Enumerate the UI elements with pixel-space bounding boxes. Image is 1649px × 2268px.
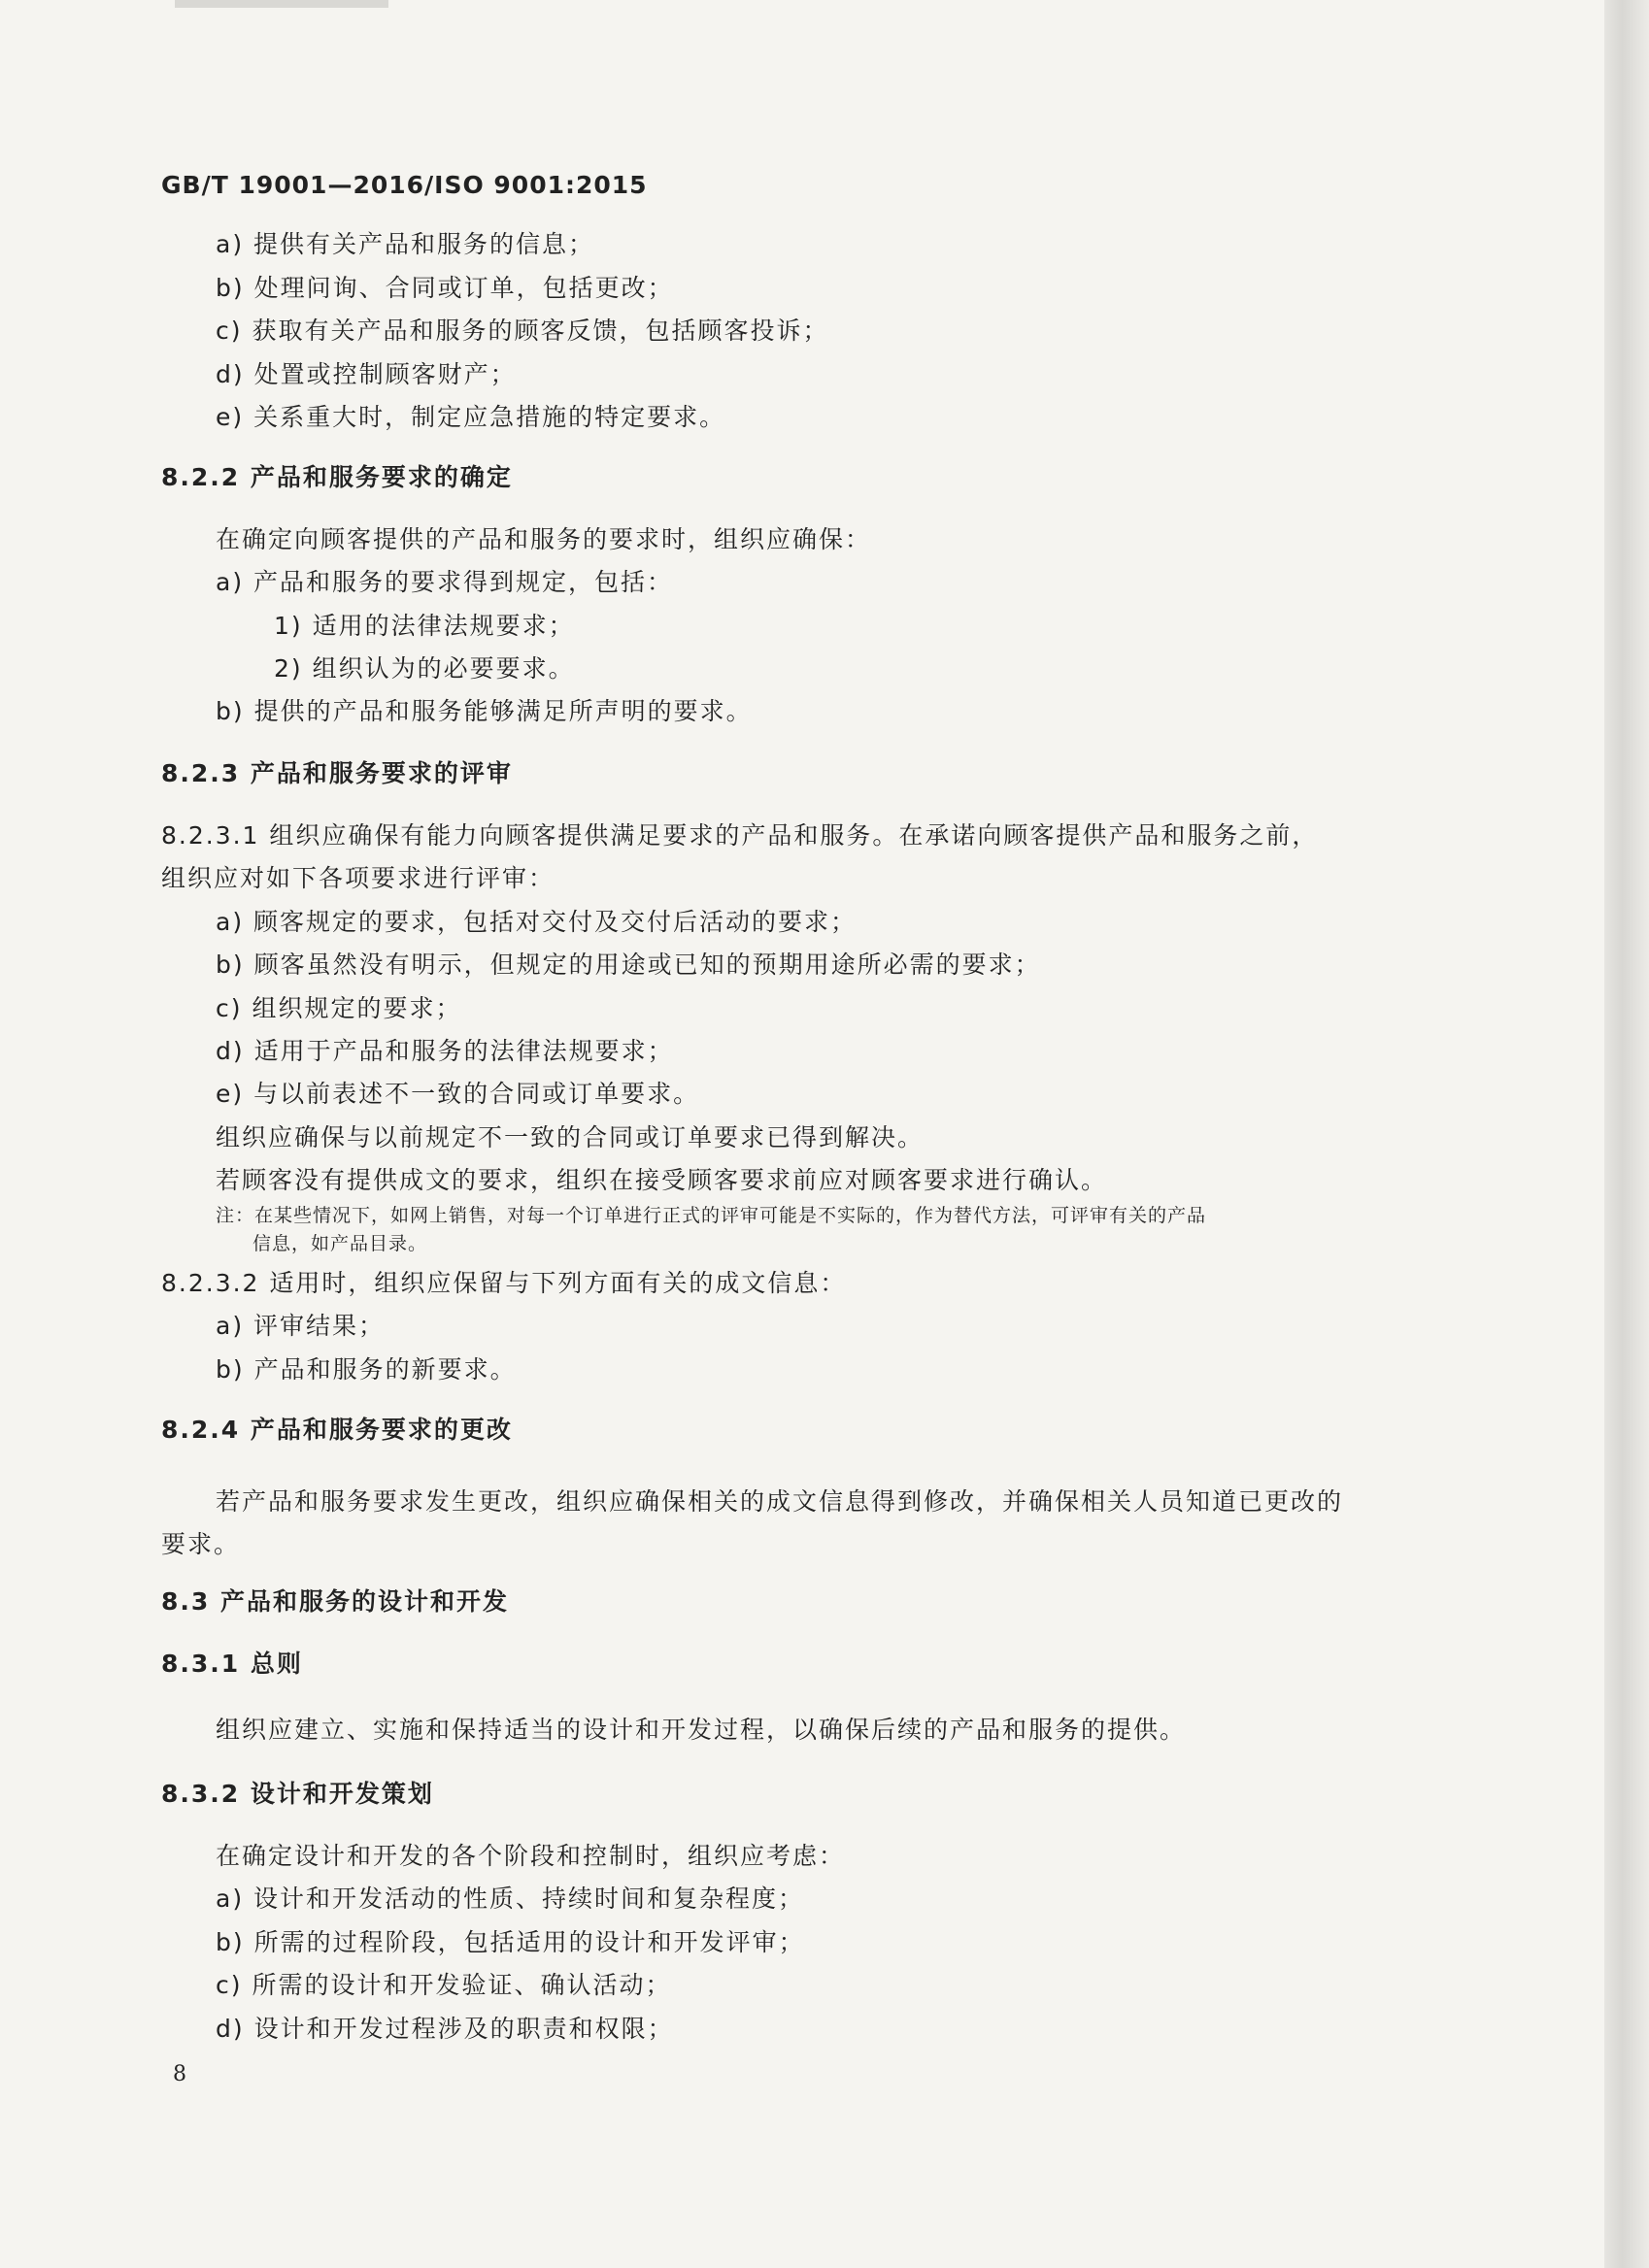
scan-mark — [175, 0, 388, 8]
text-line: 8.2.3.1 组织应确保有能力向顾客提供满足要求的产品和服务。在承诺向顾客提供产品和服务之前， — [161, 821, 1319, 850]
page-edge-shadow — [1604, 0, 1649, 2268]
text-line: a) 产品和服务的要求得到规定，包括： — [216, 568, 674, 596]
text-line: 要求。 — [161, 1530, 241, 1558]
note-line: 信息，如产品目录。 — [252, 1233, 428, 1254]
text-line: b) 产品和服务的新要求。 — [216, 1355, 517, 1384]
text-line: c) 获取有关产品和服务的顾客反馈，包括顾客投诉； — [216, 317, 829, 345]
text-line: 组织应确保与以前规定不一致的合同或订单要求已得到解决。 — [216, 1123, 925, 1151]
text-line: 组织应对如下各项要求进行评审： — [161, 864, 555, 892]
text-line: 在确定设计和开发的各个阶段和控制时，组织应考虑： — [216, 1842, 846, 1870]
text-line: a) 设计和开发活动的性质、持续时间和复杂程度； — [216, 1884, 805, 1913]
section-heading: 8.2.4 产品和服务要求的更改 — [161, 1416, 513, 1444]
text-line: 在确定向顾客提供的产品和服务的要求时，组织应确保： — [216, 525, 872, 553]
section-heading: 8.2.2 产品和服务要求的确定 — [161, 463, 513, 491]
text-line: e) 关系重大时，制定应急措施的特定要求。 — [216, 403, 726, 431]
text-line: 若产品和服务要求发生更改，组织应确保相关的成文信息得到修改，并确保相关人员知道已更改的 — [216, 1487, 1344, 1516]
text-line: d) 设计和开发过程涉及的职责和权限； — [216, 2015, 674, 2043]
document-header: GB/T 19001—2016/ISO 9001:2015 — [161, 171, 648, 199]
text-line: c) 组织规定的要求； — [216, 994, 462, 1022]
text-line: b) 所需的过程阶段，包括适用的设计和开发评审； — [216, 1928, 805, 1956]
text-line: c) 所需的设计和开发验证、确认活动； — [216, 1971, 672, 1999]
text-line: a) 顾客规定的要求，包括对交付及交付后活动的要求； — [216, 908, 858, 936]
text-line: 1) 适用的法律法规要求； — [274, 612, 575, 640]
text-line: b) 处理问询、合同或订单，包括更改； — [216, 274, 674, 302]
text-line: e) 与以前表述不一致的合同或订单要求。 — [216, 1080, 700, 1108]
section-heading: 8.3.2 设计和开发策划 — [161, 1780, 434, 1808]
text-line: 8.2.3.2 适用时，组织应保留与下列方面有关的成文信息： — [161, 1269, 847, 1297]
text-line: b) 顾客虽然没有明示，但规定的用途或已知的预期用途所必需的要求； — [216, 951, 1041, 979]
text-line: a) 评审结果； — [216, 1312, 386, 1340]
text-line: a) 提供有关产品和服务的信息； — [216, 230, 595, 258]
section-heading: 8.3 产品和服务的设计和开发 — [161, 1587, 509, 1616]
text-line: d) 处置或控制顾客财产； — [216, 360, 517, 388]
text-line: 2) 组织认为的必要要求。 — [274, 654, 575, 683]
text-line: b) 提供的产品和服务能够满足所声明的要求。 — [216, 697, 753, 725]
page-number: 8 — [173, 2062, 186, 2086]
text-line: 组织应建立、实施和保持适当的设计和开发过程，以确保后续的产品和服务的提供。 — [216, 1716, 1187, 1744]
section-heading: 8.2.3 产品和服务要求的评审 — [161, 759, 513, 787]
section-heading: 8.3.1 总则 — [161, 1650, 303, 1678]
text-line: 若顾客没有提供成文的要求，组织在接受顾客要求前应对顾客要求进行确认。 — [216, 1166, 1108, 1194]
note-line: 注：在某些情况下，如网上销售，对每一个订单进行正式的评审可能是不实际的，作为替代方法，可评审有关的产品 — [216, 1205, 1207, 1226]
text-line: d) 适用于产品和服务的法律法规要求； — [216, 1037, 674, 1065]
